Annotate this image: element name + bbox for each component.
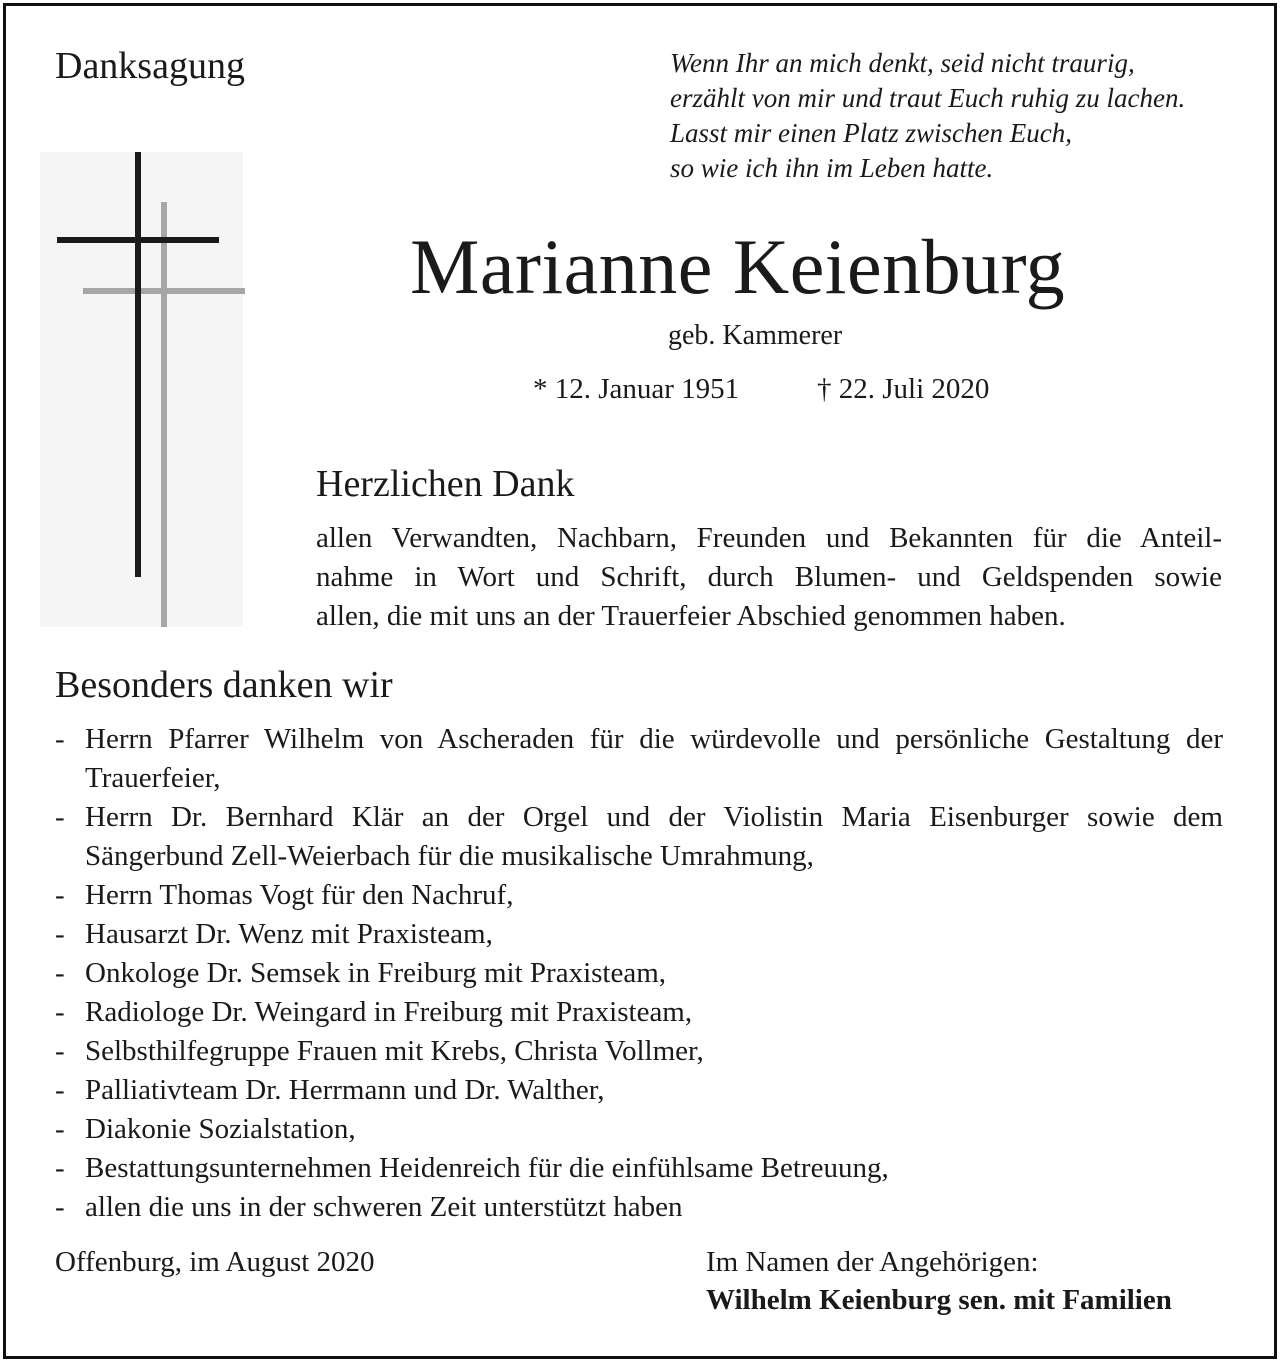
quote-line: Wenn Ihr an mich denkt, seid nicht traurig, [670, 48, 1135, 78]
quote-line: so wie ich ihn im Leben hatte. [670, 153, 994, 183]
list-item [55, 1188, 1223, 1227]
list-item-text: Selbsthilfegruppe Frauen mit Krebs, Christa Vollmer, [85, 1035, 704, 1067]
list-item [55, 954, 1223, 993]
quote-line: Lasst mir einen Platz zwischen Euch, [670, 118, 1072, 148]
signature-names: Wilhelm Keienburg sen. mit Familien [706, 1284, 1172, 1316]
list-item [55, 1071, 1223, 1110]
list-item-text: Palliativteam Dr. Herrmann und Dr. Walther, [85, 1074, 605, 1106]
list-item-text: Onkologe Dr. Semsek in Freiburg mit Praxisteam, [85, 957, 667, 989]
list-marker: - [55, 918, 65, 950]
list-item [55, 993, 1223, 1032]
signoff-text: Im Namen der Angehörigen: [706, 1246, 1039, 1278]
thanks-line: allen Verwandten, Nachbarn, Freunden und Bekannten für die Anteil- [316, 522, 1222, 554]
list-marker: - [55, 1113, 65, 1145]
list-item-text: Bestattungsunternehmen Heidenreich für die einfühlsame Betreuung, [85, 1152, 889, 1184]
list-marker: - [55, 1191, 65, 1223]
list-item [55, 1110, 1223, 1149]
thanks-line: allen, die mit uns an der Trauerfeier Abschied genommen haben. [316, 600, 1066, 632]
list-marker: - [55, 801, 65, 833]
death-date: † 22. Juli 2020 [817, 373, 990, 405]
special-thanks-title: Besonders danken wir [55, 664, 393, 706]
list-item-text: Diakonie Sozialstation, [85, 1113, 356, 1145]
list-marker: - [55, 723, 65, 755]
list-item [55, 1032, 1223, 1071]
dark-cross-horizontal [57, 237, 219, 243]
list-item-text: allen die uns in der schweren Zeit unterstützt haben [85, 1191, 683, 1223]
list-item-text: Radiologe Dr. Weingard in Freiburg mit Praxisteam, [85, 996, 693, 1028]
special-thanks-list [55, 720, 1223, 1227]
birth-name: geb. Kammerer [668, 320, 843, 351]
quote-line: erzählt von mir und traut Euch ruhig zu lachen. [670, 83, 1186, 113]
birth-date: * 12. Januar 1951 [533, 373, 740, 405]
thanks-paragraph [316, 519, 1222, 636]
double-cross-icon [40, 152, 243, 627]
grey-cross-vertical [161, 202, 167, 627]
list-item [55, 798, 1223, 876]
list-item-text: Herrn Thomas Vogt für den Nachruf, [85, 879, 514, 911]
thanks-line: nahme in Wort und Schrift, durch Blumen- und Geldspenden sowie [316, 561, 1222, 593]
place-date: Offenburg, im August 2020 [55, 1246, 375, 1278]
deceased-name: Marianne Keienburg [410, 223, 1066, 310]
list-marker: - [55, 1074, 65, 1106]
list-marker: - [55, 879, 65, 911]
notice-heading: Danksagung [55, 45, 245, 87]
list-item [55, 720, 1223, 798]
grey-cross-horizontal [83, 288, 245, 294]
list-marker: - [55, 1152, 65, 1184]
dark-cross-vertical [135, 152, 141, 577]
list-marker: - [55, 996, 65, 1028]
list-item [55, 1149, 1223, 1188]
quote-block [670, 46, 1185, 186]
list-item-text: Hausarzt Dr. Wenz mit Praxisteam, [85, 918, 493, 950]
list-item-text: Herrn Dr. Bernhard Klär an der Orgel und der Violistin Maria Eisenburger sowie dem Sängerbund Zell-Weierbach für die musikalische Umrahmung, [85, 801, 1223, 872]
list-item-text: Herrn Pfarrer Wilhelm von Ascheraden für die würdevolle und persönliche Gestaltung der Trauerfeier, [85, 723, 1223, 794]
thanks-title: Herzlichen Dank [316, 463, 575, 505]
list-marker: - [55, 1035, 65, 1067]
list-item [55, 915, 1223, 954]
list-item [55, 876, 1223, 915]
list-marker: - [55, 957, 65, 989]
